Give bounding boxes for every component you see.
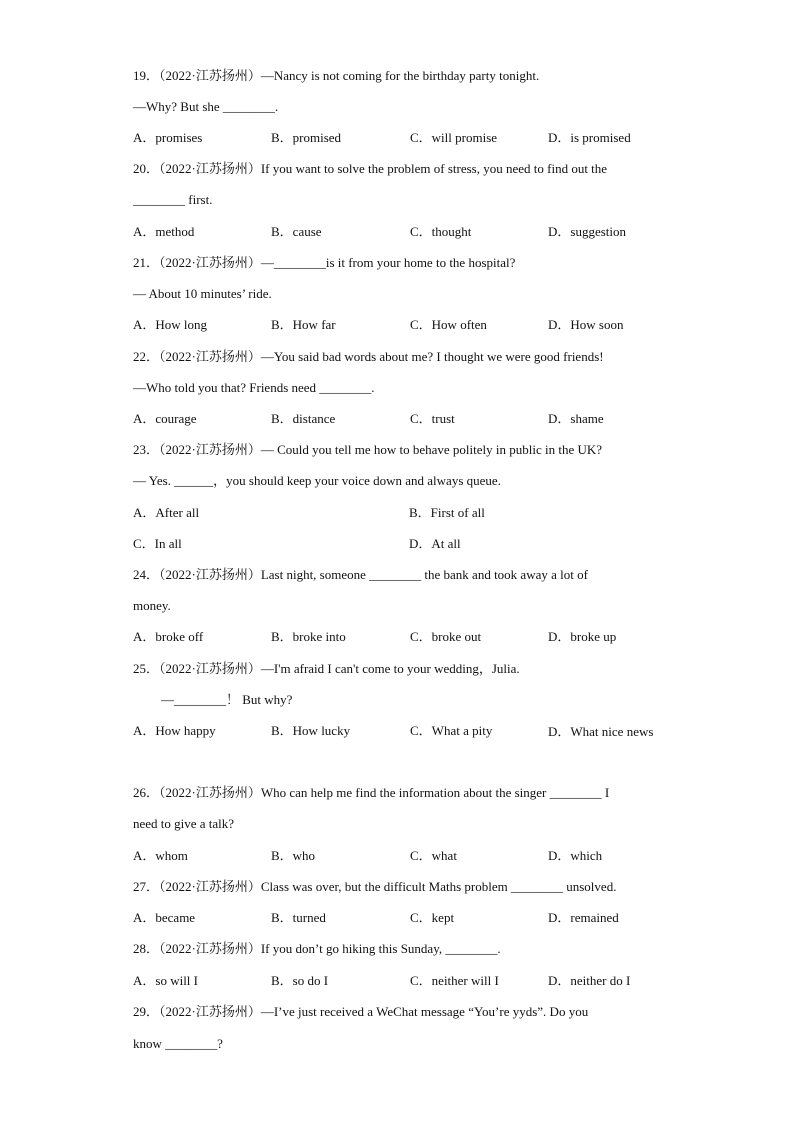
question-19-option-c: C．will promise [410,130,498,145]
question-25-line2: —________！ But why? [161,692,293,707]
question-29-stem: 29．（2022·江苏扬州）—I’ve just received a WeChat message “You’re yyds”. Do you [133,1004,589,1019]
question-20-option-b: B．cause [271,224,322,239]
question-25-option-d: D．What nice news [548,723,654,739]
question-27-option-b: B．turned [271,910,326,925]
question-23-stem: 23．（2022·江苏扬州）— Could you tell me how to behave politely in public in the UK? [133,442,603,457]
question-22-option-b: B．distance [271,411,336,426]
question-26-stem: 26．（2022·江苏扬州）Who can help me find the information about the singer ________ I [133,785,610,800]
question-26-line2: need to give a talk? [133,816,235,831]
question-19-line2: —Why? But she ________. [133,99,279,114]
question-25-option-a: A．How happy [133,723,216,738]
question-23-option-b: B．First of all [409,505,485,520]
question-24-stem: 24．（2022·江苏扬州）Last night, someone ________ the bank and took away a lot of [133,567,588,582]
question-28-option-d: D．neither do I [548,973,631,988]
question-23-line2: — Yes. ______，you should keep your voice down and always queue. [133,473,501,488]
question-22-option-d: D．shame [548,411,604,426]
question-23-option-a: A．After all [133,505,200,520]
question-27-option-a: A．became [133,910,196,925]
question-21-option-a: A．How long [133,317,208,332]
question-28-stem: 28．（2022·江苏扬州）If you don’t go hiking this Sunday, ________. [133,941,501,956]
question-24-option-d: D．broke up [548,629,617,644]
question-27-option-c: C．kept [410,910,455,925]
question-28-option-c: C．neither will I [410,973,499,988]
question-22-line2: —Who told you that? Friends need ________. [133,380,375,395]
question-25-option-b: B．How lucky [271,723,351,738]
question-21-stem: 21．（2022·江苏扬州）—________is it from your home to the hospital? [133,255,516,270]
question-22-option-c: C．trust [410,411,455,426]
question-24-option-c: C．broke out [410,629,482,644]
question-22-option-a: A．courage [133,411,197,426]
question-21-option-b: B．How far [271,317,336,332]
question-24-option-a: A．broke off [133,629,204,644]
question-25-stem: 25．（2022·江苏扬州）—I'm afraid I can't come to your wedding，Julia. [133,661,520,676]
question-25-option-c: C．What a pity [410,723,493,738]
question-19-stem: 19．（2022·江苏扬州）—Nancy is not coming for the birthday party tonight. [133,68,540,83]
question-23-option-d: D．At all [409,536,461,551]
question-21-line2: — About 10 minutes’ ride. [133,286,272,301]
question-27-option-d: D．remained [548,910,619,925]
question-26-option-a: A．whom [133,848,188,863]
question-20-line2: ________ first. [133,192,213,207]
question-20-option-a: A．method [133,224,195,239]
question-21-option-d: D．How soon [548,317,624,332]
question-26-option-c: C．what [410,848,457,863]
question-20-option-d: D．suggestion [548,224,627,239]
question-22-stem: 22．（2022·江苏扬州）—You said bad words about me? I thought we were good friends! [133,349,604,364]
question-19-option-b: B．promised [271,130,342,145]
question-26-option-b: B．who [271,848,316,863]
question-20-option-c: C．thought [410,224,472,239]
question-24-line2: money. [133,598,171,613]
question-21-option-c: C．How often [410,317,487,332]
question-28-option-b: B．so do I [271,973,329,988]
question-24-option-b: B．broke into [271,629,346,644]
question-23-option-c: C．In all [133,536,182,551]
question-26-option-d: D．which [548,848,603,863]
question-28-option-a: A．so will I [133,973,199,988]
question-19-option-a: A．promises [133,130,203,145]
question-29-line2: know ________? [133,1036,223,1051]
question-27-stem: 27．（2022·江苏扬州）Class was over, but the difficult Maths problem ________ unsolved. [133,879,617,894]
question-20-stem: 20．（2022·江苏扬州）If you want to solve the problem of stress, you need to find out the [133,161,608,176]
question-19-option-d: D．is promised [548,130,631,145]
